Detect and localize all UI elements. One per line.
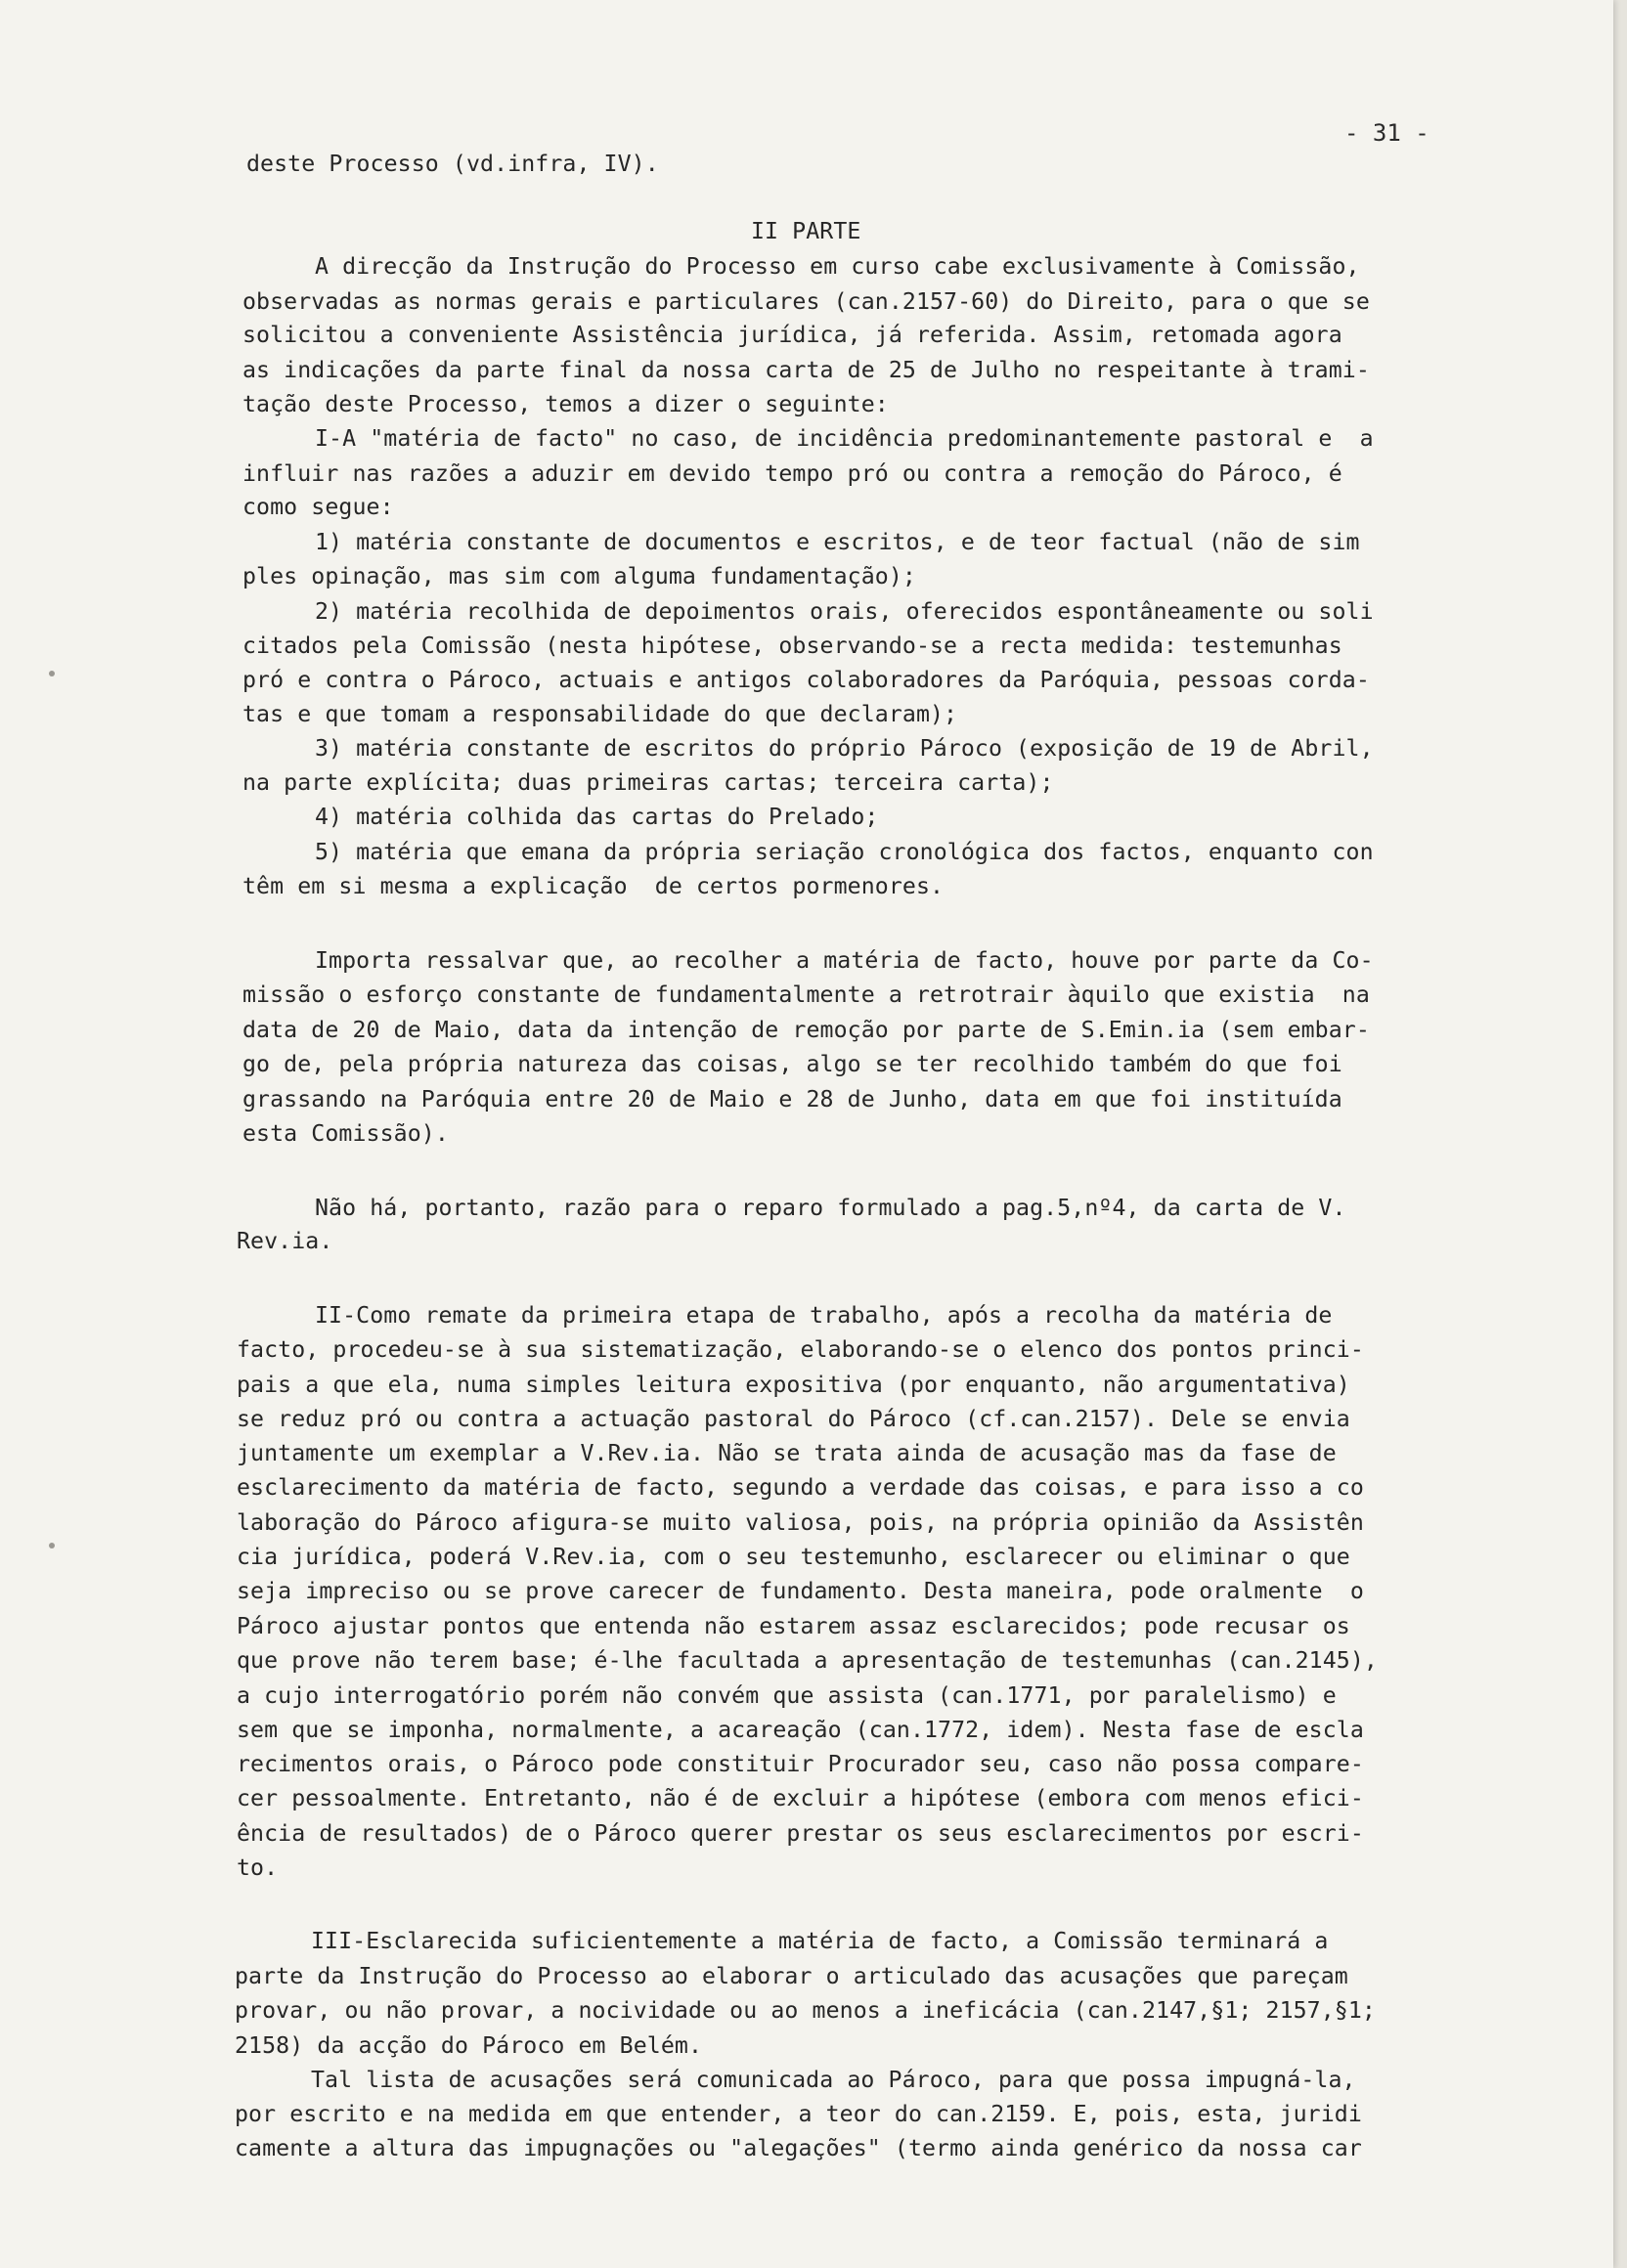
text-line: A direcção da Instrução do Processo em curso cabe exclusivamente à Comissão,: [315, 253, 1360, 280]
punch-hole-mark: [49, 671, 55, 676]
text-line: Não há, portanto, razão para o reparo formulado a pag.5,nº4, da carta de V.: [315, 1195, 1346, 1221]
text-line: por escrito e na medida em que entender, a teor do can.2159. E, pois, esta, juridi: [235, 2101, 1362, 2127]
text-line: as indicações da parte final da nossa carta de 25 de Julho no respeitante à trami-: [242, 357, 1370, 383]
text-line: facto, procedeu-se à sua sistematização, elaborando-se o elenco dos pontos princi-: [237, 1336, 1364, 1363]
text-line: influir nas razões a aduzir em devido tempo pró ou contra a remoção do Pároco, é: [242, 460, 1342, 487]
text-line: citados pela Comissão (nesta hipótese, observando-se a recta medida: testemunhas: [242, 632, 1342, 659]
text-line: juntamente um exemplar a V.Rev.ia. Não se trata ainda de acusação mas da fase de: [237, 1440, 1337, 1466]
text-line: III-Esclarecida suficientemente a matéria de facto, a Comissão terminará a: [311, 1928, 1329, 1954]
text-line: esclarecimento da matéria de facto, segundo a verdade das coisas, e para isso a co: [237, 1474, 1364, 1501]
text-line: pais a que ela, numa simples leitura expositiva (por enquanto, não argumentativa): [237, 1372, 1350, 1398]
text-line: observadas as normas gerais e particulares (can.2157-60) do Direito, para o que se: [242, 288, 1370, 315]
page-number: - 31 -: [1344, 119, 1429, 147]
text-line: missão o esforço constante de fundamentalmente a retrotrair àquilo que existia na: [242, 981, 1370, 1008]
text-line: tação deste Processo, temos a dizer o seguinte:: [242, 391, 889, 417]
text-line: go de, pela própria natureza das coisas, algo se ter recolhido também do que foi: [242, 1051, 1342, 1077]
text-line: provar, ou não provar, a nocividade ou ao menos a ineficácia (can.2147,§1; 2157,§1;: [235, 1997, 1376, 2024]
text-line: têm em si mesma a explicação de certos pormenores.: [242, 873, 945, 899]
text-line: na parte explícita; duas primeiras cartas; terceira carta);: [242, 769, 1054, 796]
text-line: cia jurídica, poderá V.Rev.ia, com o seu testemunho, esclarecer ou eliminar o que: [237, 1544, 1350, 1570]
text-line: Tal lista de acusações será comunicada ao Pároco, para que possa impugná-la,: [311, 2067, 1356, 2093]
text-line: II PARTE: [751, 218, 861, 244]
text-line: data de 20 de Maio, data da intenção de remoção por parte de S.Emin.ia (sem embar-: [242, 1017, 1370, 1043]
text-line: parte da Instrução do Processo ao elaborar o articulado das acusações que pareçam: [235, 1963, 1348, 1989]
text-line: 5) matéria que emana da própria seriação cronológica dos factos, enquanto con: [315, 839, 1374, 865]
text-line: 2) matéria recolhida de depoimentos orais, oferecidos espontâneamente ou soli: [315, 598, 1374, 625]
text-line: sem que se imponha, normalmente, a acareação (can.1772, idem). Nesta fase de escla: [237, 1717, 1364, 1743]
text-line: esta Comissão).: [242, 1120, 449, 1147]
text-line: Pároco ajustar pontos que entenda não estarem assaz esclarecidos; pode recusar os: [237, 1613, 1350, 1639]
text-line: recimentos orais, o Pároco pode constituir Procurador seu, caso não possa compare-: [237, 1751, 1364, 1777]
text-line: 4) matéria colhida das cartas do Prelado;: [315, 804, 879, 830]
text-line: II-Como remate da primeira etapa de trabalho, após a recolha da matéria de: [315, 1302, 1333, 1329]
punch-hole-mark: [49, 1543, 55, 1548]
text-line: pró e contra o Pároco, actuais e antigos colaboradores da Paróquia, pessoas corda-: [242, 667, 1370, 693]
text-line: grassando na Paróquia entre 20 de Maio e 28 de Junho, data em que foi instituída: [242, 1086, 1342, 1112]
text-line: 3) matéria constante de escritos do próprio Pároco (exposição de 19 de Abril,: [315, 735, 1374, 762]
text-line: seja impreciso ou se prove carecer de fundamento. Desta maneira, pode oralmente o: [237, 1578, 1364, 1604]
text-line: cer pessoalmente. Entretanto, não é de excluir a hipótese (embora com menos efici-: [237, 1785, 1364, 1811]
text-line: solicitou a conveniente Assistência jurídica, já referida. Assim, retomada agora: [242, 322, 1342, 348]
text-line: laboração do Pároco afigura-se muito valiosa, pois, na própria opinião da Assistên: [237, 1509, 1364, 1536]
text-line: que prove não terem base; é-lhe facultada a apresentação de testemunhas (can.2145),: [237, 1647, 1378, 1674]
text-line: camente a altura das impugnações ou "alegações" (termo ainda genérico da nossa car: [235, 2135, 1362, 2161]
text-line: deste Processo (vd.infra, IV).: [246, 151, 659, 177]
text-line: se reduz pró ou contra a actuação pastoral do Pároco (cf.can.2157). Dele se envia: [237, 1406, 1350, 1432]
text-line: 1) matéria constante de documentos e escritos, e de teor factual (não de sim: [315, 529, 1360, 555]
text-line: como segue:: [242, 494, 394, 520]
text-line: Importa ressalvar que, ao recolher a matéria de facto, houve por parte da Co-: [315, 947, 1374, 974]
text-line: ência de resultados) de o Pároco querer prestar os seus esclarecimentos por escri-: [237, 1820, 1364, 1847]
text-line: a cujo interrogatório porém não convém que assista (can.1771, por paralelismo) e: [237, 1682, 1337, 1709]
text-line: 2158) da acção do Pároco em Belém.: [235, 2032, 703, 2059]
text-line: to.: [237, 1854, 279, 1881]
text-line: tas e que tomam a responsabilidade do que declaram);: [242, 701, 958, 727]
text-line: I-A "matéria de facto" no caso, de incidência predominantemente pastoral e a: [315, 425, 1374, 452]
text-line: Rev.ia.: [237, 1228, 333, 1254]
text-line: ples opinação, mas sim com alguma fundamentação);: [242, 563, 916, 589]
